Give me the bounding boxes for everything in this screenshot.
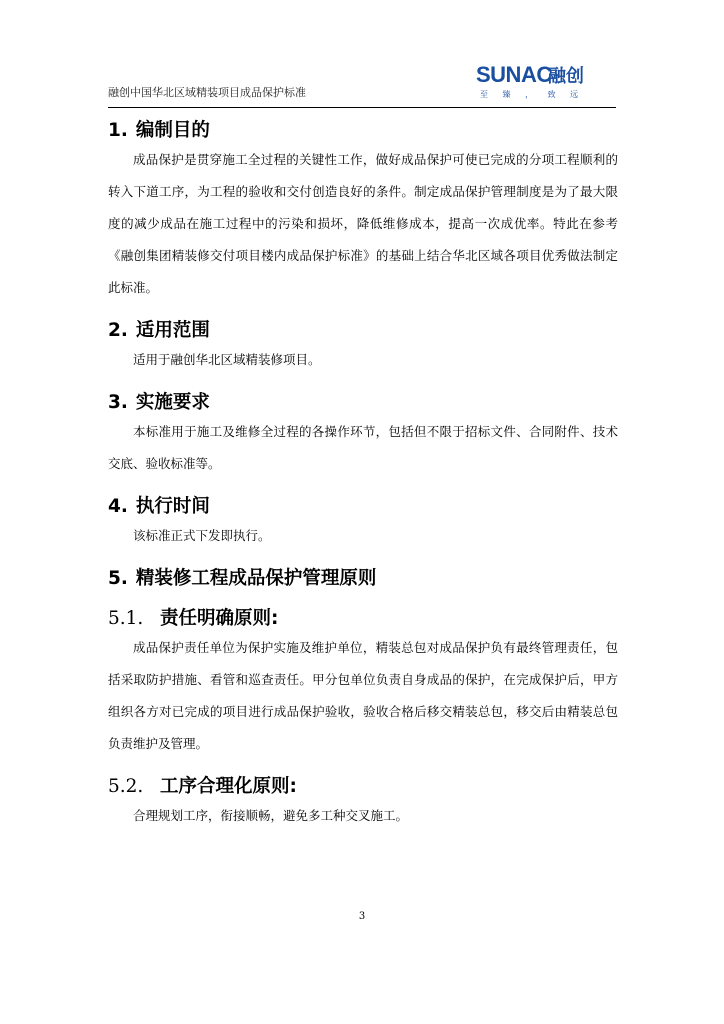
sunac-logo <box>476 62 586 102</box>
section-title: 实施要求 <box>135 392 210 413</box>
section-heading-3 <box>108 390 618 416</box>
document-body <box>108 118 618 832</box>
section-5-2-paragraph: 合理规划工序，衔接顺畅，避免多工种交叉施工。 <box>133 808 409 823</box>
section-number: 1. <box>108 120 128 141</box>
section-title: 工序合理化原则: <box>160 776 297 797</box>
section-title: 精装修工程成品保护管理原则 <box>135 568 377 589</box>
logo-slogan: 至 臻 ， 致 远 <box>480 90 585 99</box>
logo-text-en: SUNAC <box>476 62 552 87</box>
section-title: 责任明确原则: <box>160 608 279 629</box>
header-divider <box>108 107 616 108</box>
section-heading-2 <box>108 318 618 344</box>
section-4-paragraph: 该标准正式下发即执行。 <box>133 528 271 543</box>
section-number: 2. <box>108 320 128 341</box>
section-number: 4. <box>108 496 128 517</box>
header-title: 融创中国华北区域精装项目成品保护标准 <box>108 86 306 99</box>
section-3-paragraph: 本标准用于施工及维修全过程的各操作环节，包括但不限于招标文件、合同附件、技术交底、验收标准等。 <box>108 424 618 471</box>
section-heading-4 <box>108 494 618 520</box>
section-number: 3. <box>108 392 128 413</box>
section-heading-5 <box>108 566 618 592</box>
section-title: 适用范围 <box>135 320 210 341</box>
page-header <box>108 56 616 108</box>
section-heading-1 <box>108 118 618 144</box>
section-1-paragraph: 成品保护是贯穿施工全过程的关键性工作，做好成品保护可使已完成的分项工程顺利的转入下道工序，为工程的验收和交付创造良好的条件。制定成品保护管理制度是为了最大限度的减少成品在施工过程中的污染和损坏，降低维修成本，提高一次成优率。特此在参考《融创集团精装修交付项目楼内成品保护标准》的基础上结合华北区域各项目优秀做法制定此标准。 <box>108 152 618 295</box>
section-number: 5.1. <box>108 608 144 629</box>
section-5-1-paragraph: 成品保护责任单位为保护实施及维护单位，精装总包对成品保护负有最终管理责任，包括采取防护措施、看管和巡查责任。甲分包单位负责自身成品的保护，在完成保护后，甲方组织各方对已完成的项目进行成品保护验收，验收合格后移交精装总包，移交后由精装总包负责维护及管理。 <box>108 640 618 751</box>
section-heading-5-1 <box>108 606 618 632</box>
page-number: 3 <box>358 911 366 922</box>
section-number: 5. <box>108 568 128 589</box>
section-title: 编制目的 <box>135 120 210 141</box>
section-number: 5.2. <box>108 776 144 797</box>
logo-text-cn: 融创 <box>548 66 584 87</box>
section-2-paragraph: 适用于融创华北区域精装修项目。 <box>133 352 321 367</box>
section-title: 执行时间 <box>135 496 210 517</box>
section-heading-5-2 <box>108 774 618 800</box>
